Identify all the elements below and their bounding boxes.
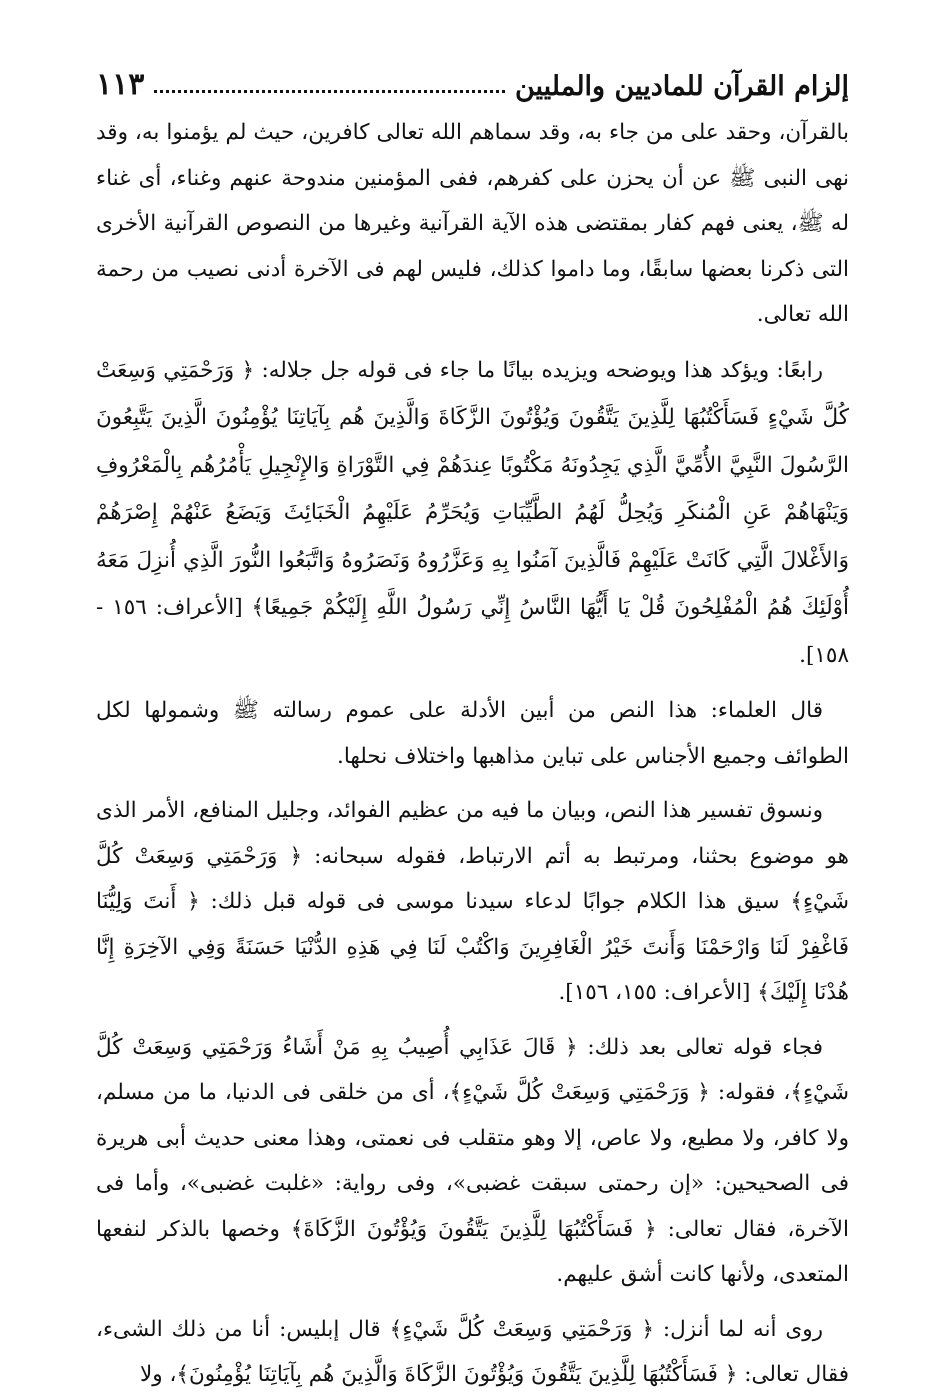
paragraph-iblis: روى أنه لما أنزل: ﴿ وَرَحْمَتِي وَسِعَتْ كُلَّ شَيْءٍ﴾ قال إبليس: أنا من ذلك الشىء، فقال تعالى: ﴿ فَسَأَكْتُبُهَا لِلَّذِينَ يَتَّقُونَ وَيُؤْتُونَ الزَّكَاةَ وَالَّذِينَ هُم بِآيَاتِنَا يُؤْمِنُونَ﴾، ولا [96, 1316, 849, 1387]
running-header [96, 58, 849, 102]
paragraph-continuation: بالقرآن، وحقد على من جاء به، وقد سماهم الله تعالى كافرين، حيث لم يؤمنوا به، وقد نهى النبى ﷺ عن أن يحزن على كفرهم، ففى المؤمنين مندوحة عنهم وغناء، أى غناء له ﷺ، يعنى فهم كفار بمقتضى هذه الآية القرآنية وغيرها من النصوص القرآنية الأخرى التى ذكرنا بعضها سابقًا، وما داموا كذلك، فليس لهم فى الآخرة أدنى نصيب من رحمة الله تعالى. [96, 120, 849, 327]
paragraph-allah-said: فجاء قوله تعالى بعد ذلك: ﴿ قَالَ عَذَابِي أُصِيبُ بِهِ مَنْ أَشَاءُ وَرَحْمَتِي وَسِعَتْ كُلَّ شَيْءٍ﴾، فقوله: ﴿ وَرَحْمَتِي وَسِعَتْ كُلَّ شَيْءٍ﴾، أى من خلقى فى الدنيا، ما من مسلم، ولا كافر، ولا مطيع، ولا عاص، إلا وهو متقلب فى نعمتى، وهذا معنى حديث أبى هريرة فى الصحيحين: «إن رحمتى سبقت غضبى»، وفى رواية: «غلبت غضبى»، وأما فى الآخرة، فقال تعالى: ﴿ فَسَأَكْتُبُهَا لِلَّذِينَ يَتَّقُونَ وَيُؤْتُونَ الزَّكَاةَ﴾ وخصها بالذكر لنفعها المتعدى، ولأنها كانت أشق عليهم. [96, 1034, 849, 1287]
page-number: ١١٣ [96, 67, 145, 102]
dotted-leader [154, 90, 505, 93]
paragraph-fourthly-quran-quote: رابعًا: ويؤكد هذا ويوضحه ويزيده بيانًا ما جاء فى قوله جل جلاله: ﴿ وَرَحْمَتِي وَسِعَتْ كُلَّ شَيْءٍ فَسَأَكْتُبُهَا لِلَّذِينَ يَتَّقُونَ وَيُؤْتُونَ الزَّكَاةَ وَالَّذِينَ هُم بِآيَاتِنَا يُؤْمِنُونَ الَّذِينَ يَتَّبِعُونَ الرَّسُولَ النَّبِيَّ الأُمِّيَّ الَّذِي يَجِدُونَهُ مَكْتُوبًا عِندَهُمْ فِي التَّوْرَاةِ وَالإِنْجِيلِ يَأْمُرُهُم بِالْمَعْرُوفِ وَيَنْهَاهُمْ عَنِ الْمُنكَرِ وَيُحِلُّ لَهُمُ الطَّيِّبَاتِ وَيُحَرِّمُ عَلَيْهِمُ الْخَبَائِثَ وَيَضَعُ عَنْهُمْ إِصْرَهُمْ وَالأَغْلالَ الَّتِي كَانَتْ عَلَيْهِمْ فَالَّذِينَ آمَنُوا بِهِ وَعَزَّرُوهُ وَنَصَرُوهُ وَاتَّبَعُوا النُّورَ الَّذِي أُنزِلَ مَعَهُ أُوْلَئِكَ هُمُ الْمُفْلِحُونَ قُلْ يَا أَيُّهَا النَّاسُ إِنِّي رَسُولُ اللَّهِ إِلَيْكُمْ جَمِيعًا﴾ [الأعراف: ١٥٦ - ١٥٨]. [96, 357, 849, 668]
paragraph-tafsir: ونسوق تفسير هذا النص، وبيان ما فيه من عظيم الفوائد، وجليل المنافع، الأمر الذى هو موضوع بحثنا، ومرتبط به أتم الارتباط، فقوله سبحانه: ﴿ وَرَحْمَتِي وَسِعَتْ كُلَّ شَيْءٍ﴾ سيق هذا الكلام جوابًا لدعاء سيدنا موسى فى قوله قبل ذلك: ﴿ أَنتَ وَلِيُّنَا فَاغْفِرْ لَنَا وَارْحَمْنَا وَأَنتَ خَيْرُ الْغَافِرِينَ وَاكْتُبْ لَنَا فِي هَذِهِ الدُّنْيَا حَسَنَةً وَفِي الآخِرَةِ إِنَّا هُدْنَا إِلَيْكَ﴾ [الأعراف: ١٥٥، ١٥٦]. [96, 798, 849, 1005]
paragraph-scholars: قال العلماء: هذا النص من أبين الأدلة على عموم رسالته ﷺ وشمولها لكل الطوائف وجميع الأجناس على تباين مذاهبها واختلاف نحلها. [96, 698, 849, 769]
running-title: إلزام القرآن للماديين والمليين [514, 71, 849, 102]
